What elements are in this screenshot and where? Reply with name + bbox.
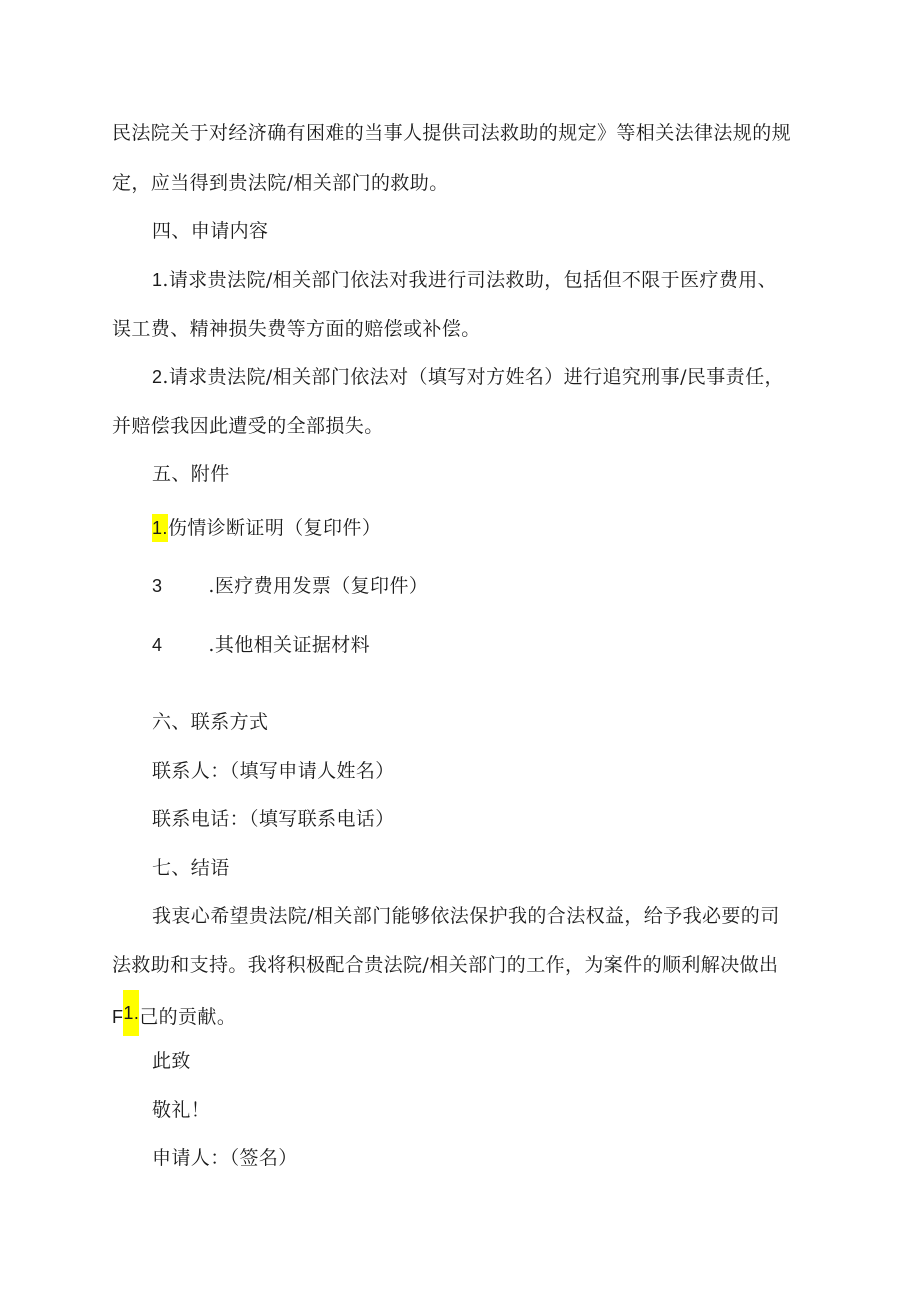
attachment-2-number: 3 (152, 576, 163, 596)
attachment-item-2 (152, 573, 428, 599)
request-item-1 (152, 267, 777, 293)
request-item-1-text: .请求贵法院/相关部门依法对我进行司法救助，包括但不限于医疗费用、 (162, 269, 778, 291)
closing-cizhi: 此致 (152, 1050, 191, 1072)
attachment-2-text: .医疗费用发票（复印件） (208, 575, 429, 597)
conclusion-line-3 (112, 1000, 812, 1036)
attachment-item-3 (152, 632, 370, 658)
applicant-signature: 申请人：（签名） (152, 1147, 298, 1169)
section-heading-contact: 六、联系方式 (152, 711, 269, 733)
section-heading-application-content: 四、申请内容 (152, 220, 269, 242)
attachment-3-text: .其他相关证据材料 (208, 634, 371, 656)
intro-line-2: 定，应当得到贵法院/相关部门的救助。 (112, 172, 449, 194)
conclusion-line-3-prefix: F (112, 1007, 124, 1027)
conclusion-line-2: 法救助和支持。我将积极配合贵法院/相关部门的工作，为案件的顺利解决做出 (112, 954, 779, 976)
request-item-2-continued: 并赔偿我因此遭受的全部损失。 (112, 415, 384, 437)
conclusion-line-1: 我衷心希望贵法院/相关部门能够依法保护我的合法权益，给予我必要的司 (152, 905, 780, 927)
intro-line-1: 民法院关于对经济确有困难的当事人提供司法救助的规定》等相关法律法规的规 (112, 122, 792, 144)
attachment-3-number: 4 (152, 635, 163, 655)
request-item-2-text: .请求贵法院/相关部门依法对（填写对方姓名）进行追究刑事/民事责任， (162, 366, 784, 388)
contact-person: 联系人：（填写申请人姓名） (152, 760, 395, 782)
request-item-1-number: 1 (152, 270, 163, 290)
contact-phone: 联系电话：（填写联系电话） (152, 808, 395, 830)
section-heading-attachments: 五、附件 (152, 463, 230, 485)
conclusion-line-3-text: 己的贡献。 (139, 1006, 237, 1028)
conclusion-line-3-highlight: 1. (123, 990, 139, 1036)
request-item-2 (152, 364, 784, 390)
request-item-1-continued: 误工费、精神损失费等方面的赔偿或补偿。 (112, 318, 481, 340)
closing-jingli: 敬礼！ (152, 1099, 211, 1121)
section-heading-conclusion: 七、结语 (152, 857, 230, 879)
request-item-2-number: 2 (152, 367, 163, 387)
attachment-1-text: 伤情诊断证明（复印件） (167, 517, 382, 539)
attachment-1-number-highlight: 1. (152, 514, 168, 542)
attachment-item-1 (152, 515, 381, 541)
